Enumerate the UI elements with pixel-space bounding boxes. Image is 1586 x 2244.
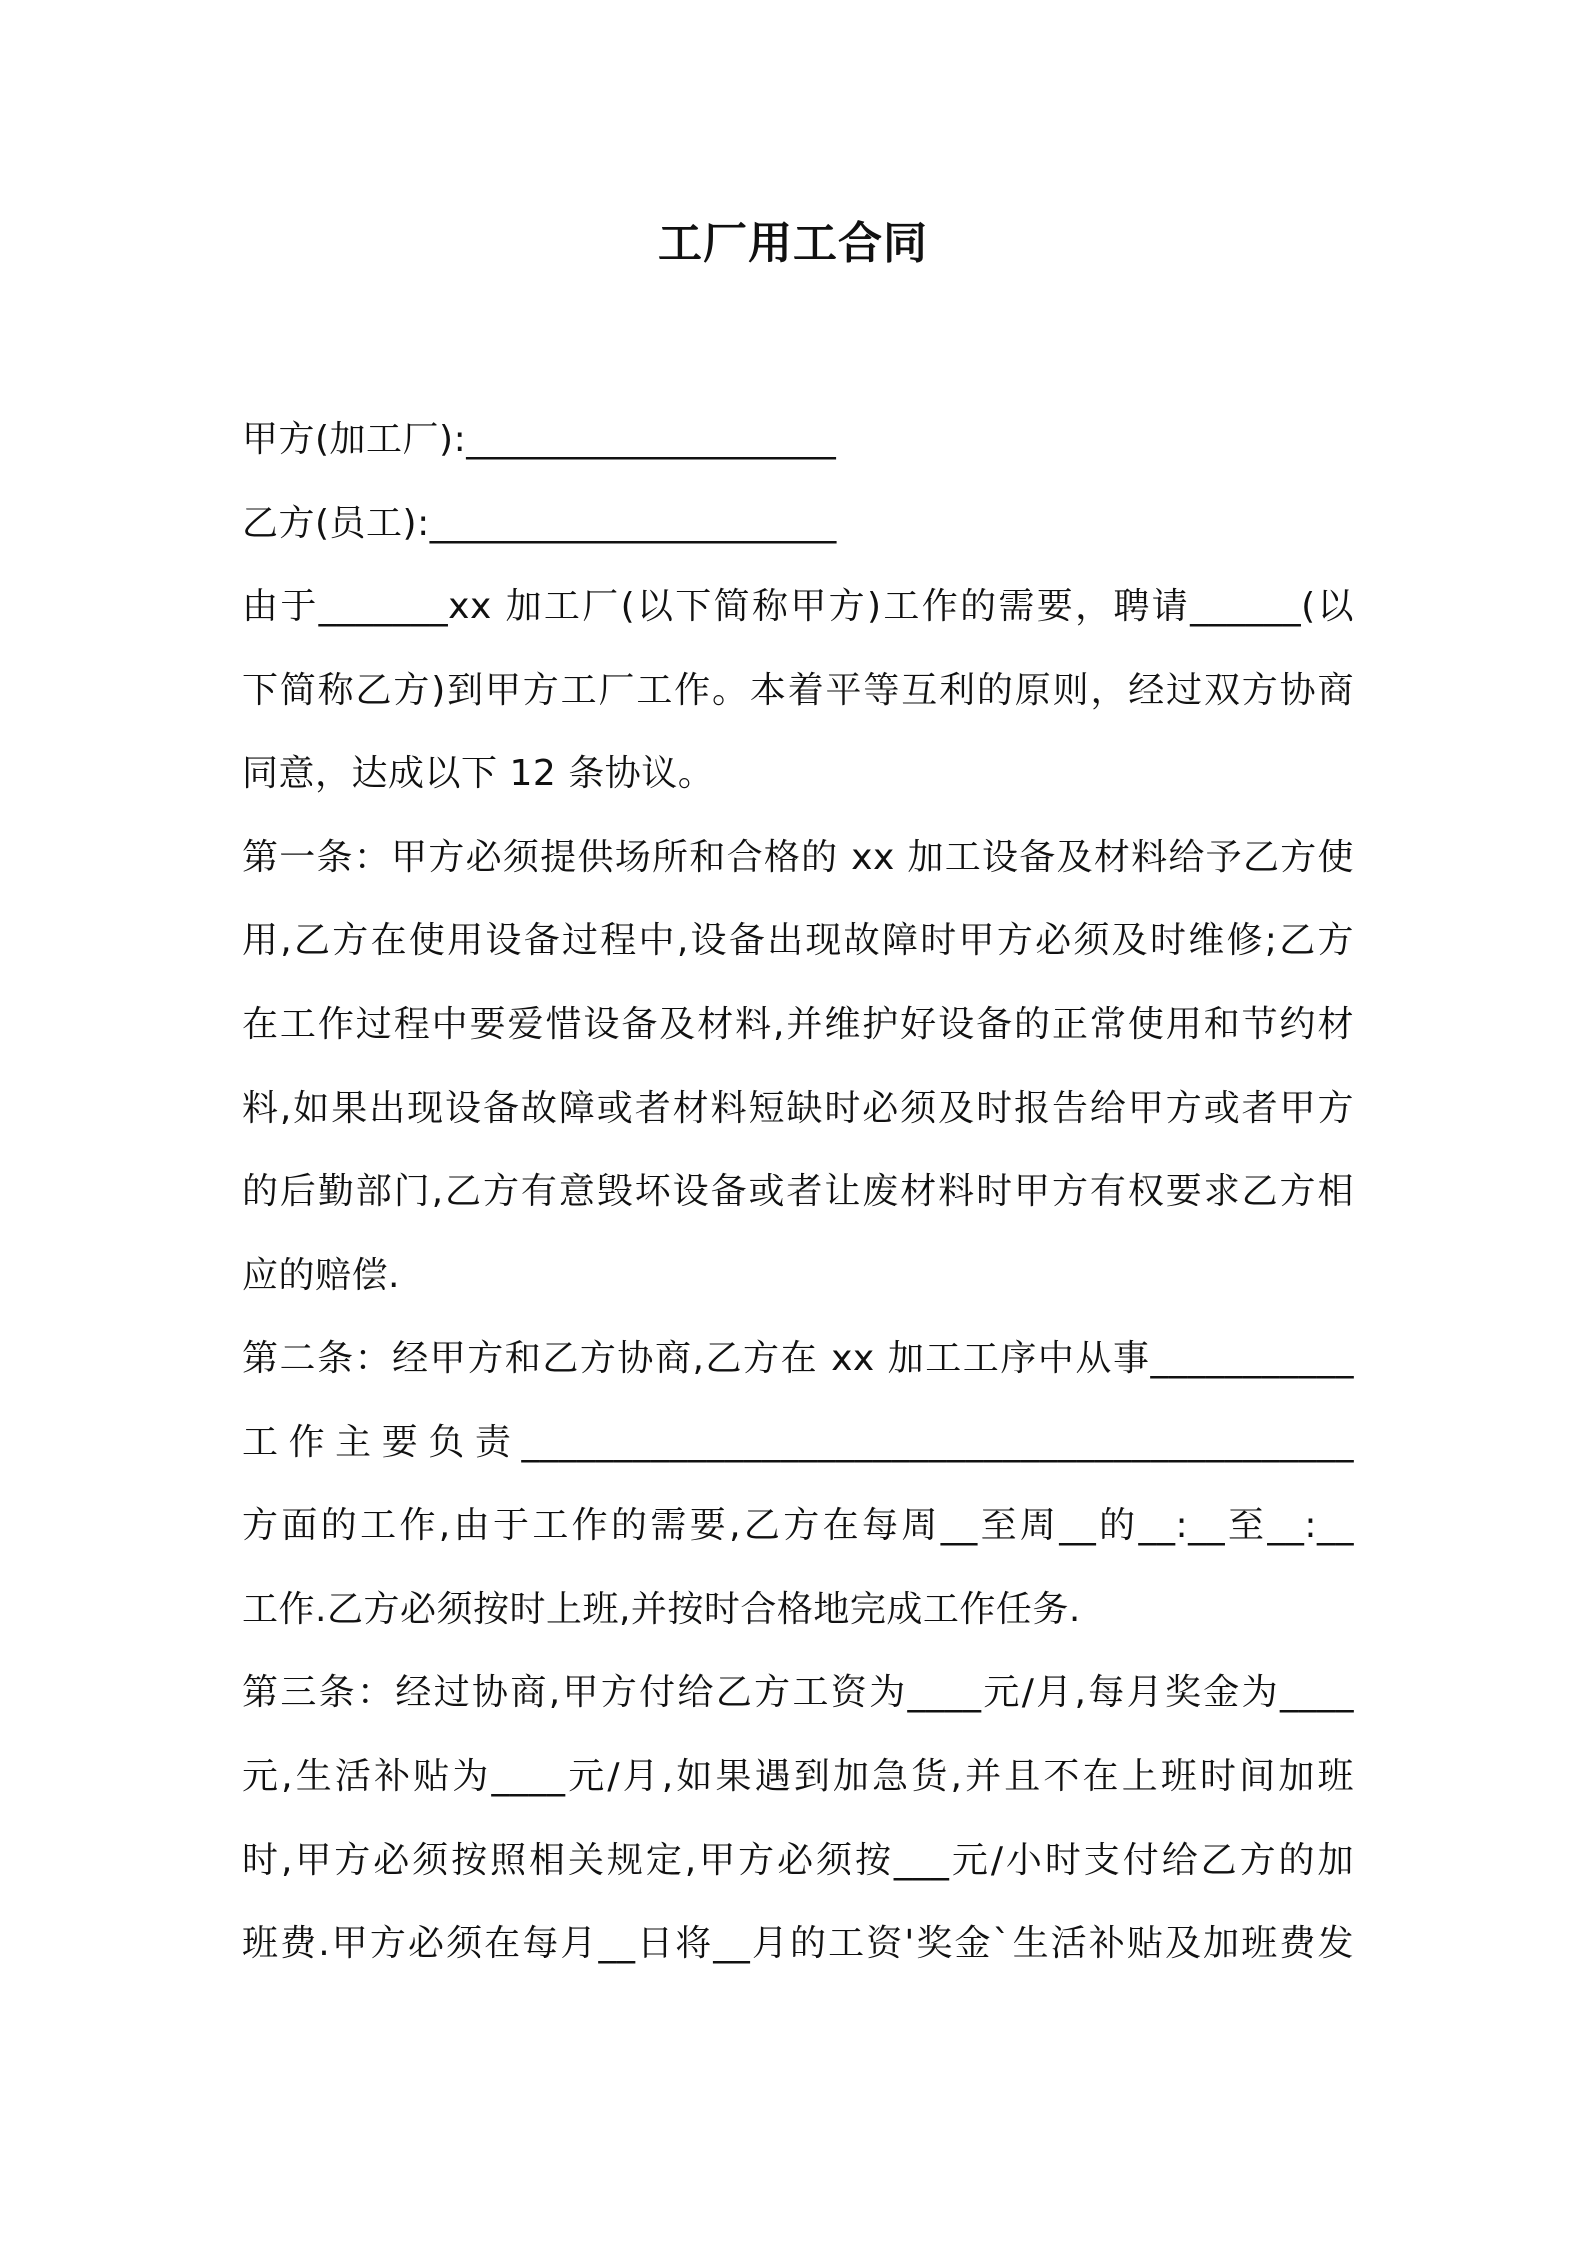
- article-3-line: 班费.甲方必须在每月__日将__月的工资'奖金`生活补贴及加班费发: [242, 1923, 1354, 1964]
- article-3-line: 第三条：经过协商,甲方付给乙方工资为____元/月,每月奖金为____: [242, 1672, 1354, 1713]
- article-2-line: 工作.乙方必须按时上班,并按时合格地完成工作任务.: [242, 1589, 1081, 1630]
- article-3-line: 元,生活补贴为____元/月,如果遇到加急货,并且不在上班时间加班: [242, 1756, 1354, 1797]
- party-b-line: 乙方(员工):______________________: [242, 503, 837, 544]
- document-title: 工厂用工合同: [658, 218, 928, 269]
- paragraph-line: 下简称乙方)到甲方工厂工作。本着平等互利的原则，经过双方协商: [242, 670, 1354, 711]
- article-1-line: 第一条：甲方必须提供场所和合格的 xx 加工设备及材料给予乙方使: [242, 837, 1354, 878]
- article-2-line: 第二条：经甲方和乙方协商,乙方在 xx 加工工序中从事___________: [242, 1338, 1354, 1379]
- article-1-line: 用,乙方在使用设备过程中,设备出现故障时甲方必须及时维修;乙方: [242, 920, 1354, 961]
- article-2-line: 方面的工作,由于工作的需要,乙方在每周__至周__的__:__至__:__: [242, 1505, 1354, 1546]
- article-2-line: 工作主要负责_____________________________________________: [242, 1422, 1354, 1463]
- article-3-line: 时,甲方必须按照相关规定,甲方必须按___元/小时支付给乙方的加: [242, 1840, 1354, 1881]
- paragraph-line: 由于_______xx 加工厂(以下简称甲方)工作的需要，聘请______(以: [242, 586, 1354, 627]
- article-1-line: 在工作过程中要爱惜设备及材料,并维护好设备的正常使用和节约材: [242, 1004, 1354, 1045]
- article-1-line: 的后勤部门,乙方有意毁坏设备或者让废材料时甲方有权要求乙方相: [242, 1171, 1354, 1212]
- article-1-line: 料,如果出现设备故障或者材料短缺时必须及时报告给甲方或者甲方: [242, 1088, 1354, 1129]
- paragraph-line: 同意，达成以下 12 条协议。: [242, 753, 715, 794]
- party-a-line: 甲方(加工厂):____________________: [242, 419, 837, 460]
- article-1-line: 应的赔偿.: [242, 1255, 400, 1296]
